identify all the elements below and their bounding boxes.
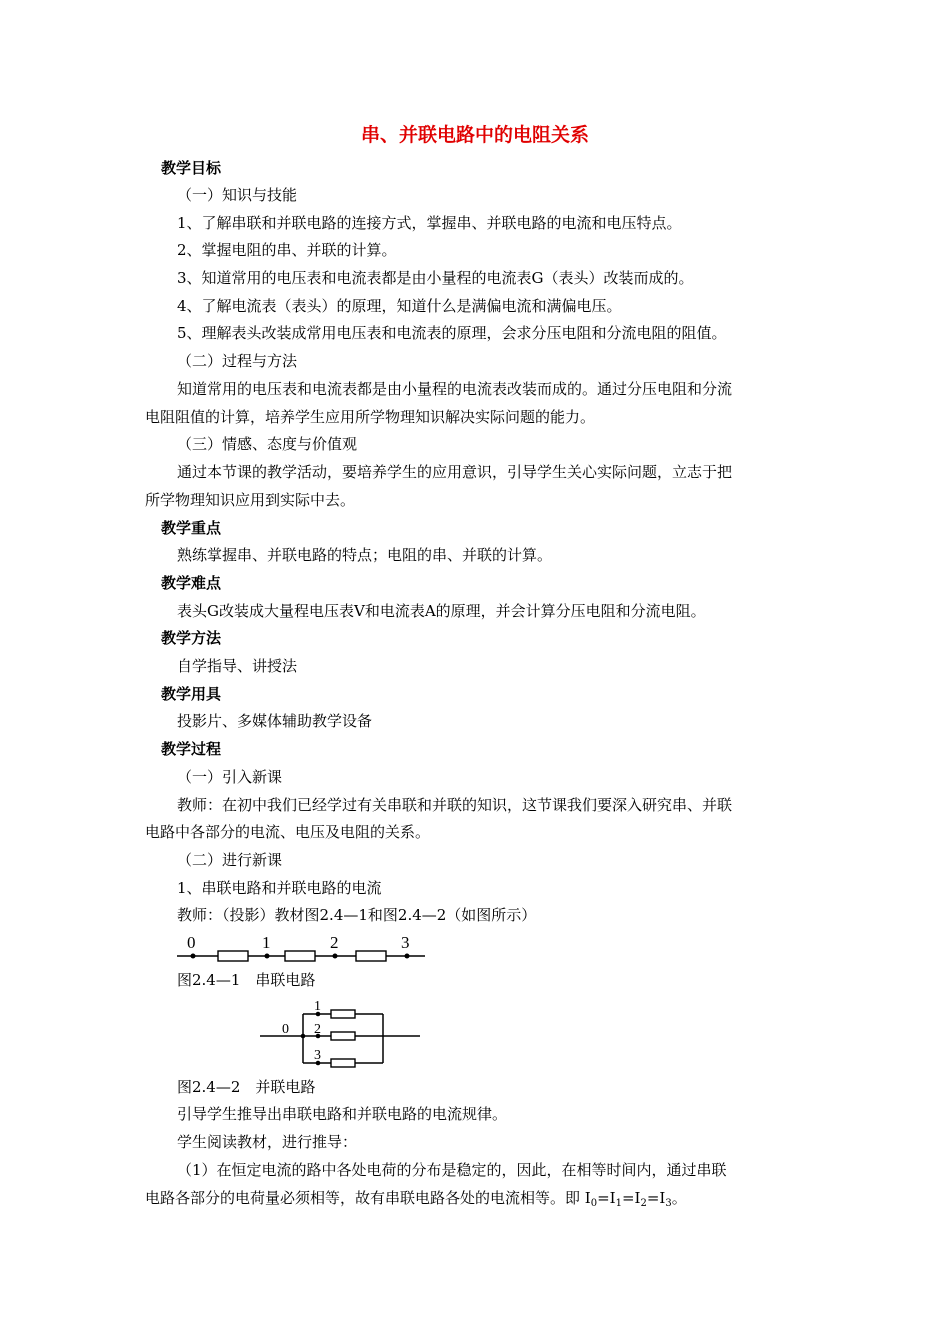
paragraph-line: 熟练掌握串、并联电路的特点；电阻的串、并联的计算。	[177, 546, 553, 564]
subheading: （二）过程与方法	[177, 352, 298, 370]
paragraph-line: 2、掌握电阻的串、并联的计算。	[177, 241, 397, 259]
node-label: 2	[330, 933, 339, 952]
page-title: 串、并联电路中的电阻关系	[360, 124, 589, 146]
paragraph-line: 5、理解表头改装成常用电压表和电流表的原理，会求分压电阻和分流电阻的阻值。	[177, 324, 727, 342]
paragraph-line: 表头G改装成大量程电压表V和电流表A的原理，并会计算分压电阻和分流电阻。	[177, 602, 706, 620]
paragraph-line: 所学物理知识应用到实际中去。	[145, 491, 356, 509]
paragraph-line-with-formula: 电路各部分的电荷量必须相等，故有串联电路各处的电流相等。即 $I_0=I_1=I_2=I_3$。	[145, 1189, 687, 1209]
paragraph-line: 电阻阻值的计算，培养学生应用所学物理知识解决实际问题的能力。	[145, 408, 596, 426]
heading-methods: 教学方法	[161, 629, 222, 647]
paragraph-line: 教师：（投影）教材图2.4—1和图2.4—2（如图所示）	[177, 906, 537, 924]
subheading: （一）知识与技能	[177, 186, 298, 204]
paragraph-line: 1、串联电路和并联电路的电流	[177, 879, 382, 897]
heading-tools: 教学用具	[161, 685, 222, 703]
series-circuit-diagram	[175, 932, 430, 966]
heading-process: 教学过程	[161, 740, 222, 758]
node-label: 0	[282, 1022, 289, 1037]
heading-objectives: 教学目标	[161, 159, 222, 177]
figure-caption: 图2.4—2 并联电路	[177, 1078, 316, 1096]
figure-caption: 图2.4—1 串联电路	[177, 971, 316, 989]
paragraph-line: 1、了解串联和并联电路的连接方式，掌握串、并联电路的电流和电压特点。	[177, 214, 682, 232]
paragraph-line: 4、了解电流表（表头）的原理，知道什么是满偏电流和满偏电压。	[177, 297, 622, 315]
paragraph-line: 知道常用的电压表和电流表都是由小量程的电流表改装而成的。通过分压电阻和分流	[177, 380, 733, 398]
paragraph-line: 学生阅读教材，进行推导：	[177, 1133, 358, 1151]
node-label: 1	[314, 999, 321, 1014]
paragraph-line: （1）在恒定电流的路中各处电荷的分布是稳定的，因此，在相等时间内，通过串联	[177, 1161, 727, 1179]
node-label: 0	[187, 933, 196, 952]
paragraph-line: 自学指导、讲授法	[177, 657, 298, 675]
subheading: （三）情感、态度与价值观	[177, 435, 358, 453]
paragraph-line: 教师：在初中我们已经学过有关串联和并联的知识，这节课我们要深入研究串、并联	[177, 796, 733, 814]
paragraph-line: 引导学生推导出串联电路和并联电路的电流规律。	[177, 1105, 508, 1123]
heading-difficulties: 教学难点	[161, 574, 222, 592]
subheading: （二）进行新课	[177, 851, 283, 869]
paragraph-line: 3、知道常用的电压表和电流表都是由小量程的电流表G（表头）改装而成的。	[177, 269, 694, 287]
heading-key-points: 教学重点	[161, 519, 222, 537]
node-label: 3	[314, 1048, 321, 1063]
subheading: （一）引入新课	[177, 768, 283, 786]
node-label: 1	[262, 933, 271, 952]
parallel-circuit-diagram	[258, 995, 423, 1070]
paragraph-line: 通过本节课的教学活动，要培养学生的应用意识，引导学生关心实际问题，立志于把	[177, 463, 733, 481]
paragraph-line: 投影片、多媒体辅助教学设备	[177, 712, 373, 730]
node-label: 2	[314, 1022, 321, 1037]
paragraph-line: 电路中各部分的电流、电压及电阻的关系。	[145, 823, 431, 841]
node-label: 3	[401, 933, 410, 952]
